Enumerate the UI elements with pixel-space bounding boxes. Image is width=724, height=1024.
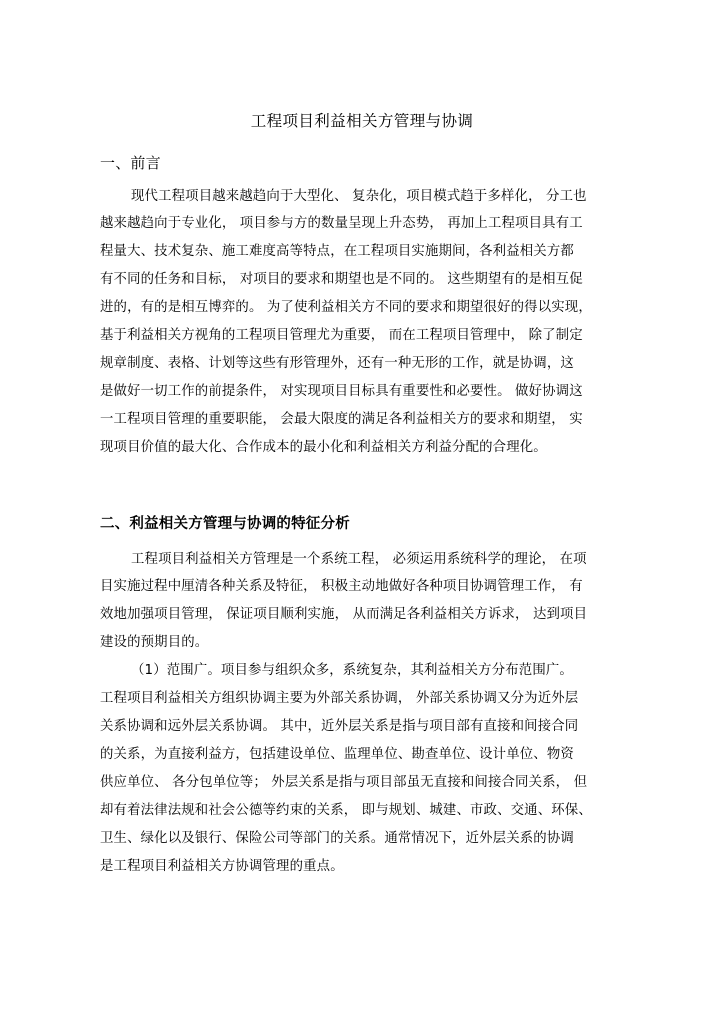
paragraph-line: 工程项目利益相关方组织协调主要为外部关系协调， 外部关系协调又分为近外层 — [100, 691, 579, 706]
page-title: 工程项目利益相关方管理与协调 — [250, 112, 474, 130]
section-heading-preface: 一、前言 — [100, 154, 161, 172]
paragraph-line: 基于利益相关方视角的工程项目管理尤为重要， 而在工程项目管理中， 除了制定 — [100, 328, 583, 343]
paragraph-line: （1）范围广。项目参与组织众多，系统复杂，其利益相关方分布范围广。 — [131, 663, 573, 678]
paragraph-line: 是做好一切工作的前提条件， 对实现项目目标具有重要性和必要性。 做好协调这 — [100, 384, 583, 399]
paragraph-line: 程量大、技术复杂、施工难度高等特点，在工程项目实施期间，各利益相关方都 — [100, 244, 574, 259]
paragraph-line: 却有着法律法规和社会公德等约束的关系， 即与规划、城建、市政、交通、环保、 — [100, 803, 592, 818]
paragraph-line: 有不同的任务和目标， 对项目的要求和期望也是不同的。 这些期望有的是相互促 — [100, 272, 583, 287]
paragraph-line: 的关系，为直接利益方，包括建设单位、监理单位、勘查单位、设计单位、物资 — [100, 747, 574, 762]
paragraph-line: 关系协调和远外层关系协调。 其中，近外层关系是指与项目部有直接和间接合同 — [100, 719, 579, 734]
paragraph-line: 现代工程项目越来越趋向于大型化、 复杂化，项目模式趋于多样化， 分工也 — [131, 189, 587, 204]
section-heading-characteristics: 二、利益相关方管理与协调的特征分析 — [100, 516, 350, 532]
paragraph-line: 规章制度、表格、计划等这些有形管理外，还有一种无形的工作，就是协调，这 — [100, 356, 574, 371]
paragraph-line: 建设的预期目的。 — [100, 635, 209, 650]
paragraph-line: 是工程项目利益相关方协调管理的重点。 — [100, 859, 344, 874]
paragraph-line: 进的，有的是相互博弈的。 为了使利益相关方不同的要求和期望很好的得以实现， — [100, 300, 592, 315]
paragraph-line: 越来越趋向于专业化， 项目参与方的数量呈现上升态势， 再加上工程项目具有工 — [100, 216, 583, 231]
paragraph-line: 现项目价值的最大化、合作成本的最小化和利益相关方利益分配的合理化。 — [100, 440, 547, 455]
paragraph-line: 一工程项目管理的重要职能， 会最大限度的满足各利益相关方的要求和期望， 实 — [100, 412, 583, 427]
paragraph-line: 工程项目利益相关方管理是一个系统工程， 必须运用系统科学的理论， 在项 — [131, 552, 587, 567]
paragraph-line: 卫生、绿化以及银行、保险公司等部门的关系。通常情况下，近外层关系的协调 — [100, 831, 574, 846]
paragraph-line: 目实施过程中厘清各种关系及特征， 积极主动地做好各种项目协调管理工作， 有 — [100, 579, 583, 594]
paragraph-line: 供应单位、 各分包单位等； 外层关系是指与项目部虽无直接和间接合同关系， 但 — [100, 775, 588, 790]
paragraph-line: 效地加强项目管理， 保证项目顺利实施， 从而满足各利益相关方诉求， 达到项目 — [100, 607, 588, 622]
